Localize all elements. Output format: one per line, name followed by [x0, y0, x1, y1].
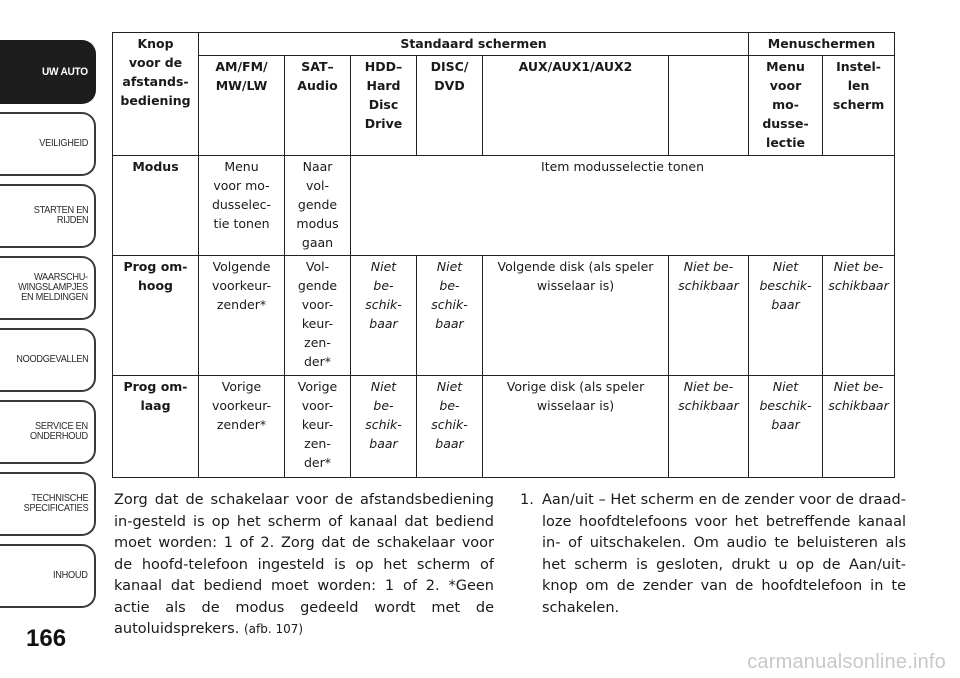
- tab-veiligheid[interactable]: [0, 112, 96, 176]
- tab-inhoud[interactable]: [0, 544, 96, 608]
- header-standaard-schermen: Standaard schermen: [199, 33, 749, 56]
- cell-hoog-hdd: Niet be- schik- baar: [351, 256, 417, 376]
- row-label-prog-omhoog: Prog om- hoog: [113, 256, 199, 376]
- cell-laag-disc: Niet be- schik- baar: [417, 376, 483, 478]
- tab-waarschuwingslampjes[interactable]: [0, 256, 96, 320]
- list-item-text: Aan/uit – Het scherm en de zender voor de draad-loze hoofdtelefoons voor het betreffende kanaal in- of uitschakelen. Om audio te beluisteren als het scherm is gesloten, drukt u op de Aan/uit-knop om de zender van de hoofdtelefoon in te schakelen.: [542, 492, 906, 616]
- header-menuschermen: Menuschermen: [749, 33, 895, 56]
- tab-label: VEILIGHEID: [39, 138, 88, 149]
- cell-laag-sat: Vorige voor- keur- zen- der*: [285, 376, 351, 478]
- cell-modus-am: Menu voor mo- dusselec- tie tonen: [199, 156, 285, 256]
- cell-hoog-instel: Niet be- schikbaar: [823, 256, 895, 376]
- row-label-prog-omlaag: Prog om- laag: [113, 376, 199, 478]
- col-aux: AUX/AUX1/AUX2: [483, 56, 669, 156]
- left-paragraph: [114, 490, 494, 641]
- col-blank: [669, 56, 749, 156]
- cell-hoog-disc: Niet be- schik- baar: [417, 256, 483, 376]
- tab-starten-en-rijden[interactable]: [0, 184, 96, 248]
- cell-laag-blank: Niet be- schikbaar: [669, 376, 749, 478]
- watermark: carmanualsonline.info: [747, 651, 946, 673]
- tab-service-en-onderhoud[interactable]: [0, 400, 96, 464]
- cell-hoog-sat: Vol- gende voor- keur- zen- der*: [285, 256, 351, 376]
- table-row-prog-omhoog: [113, 256, 895, 376]
- cell-laag-am: Vorige voorkeur- zender*: [199, 376, 285, 478]
- table-row-modus: [113, 156, 895, 256]
- list-item-number: 1.: [520, 492, 534, 508]
- list-item: [520, 490, 906, 619]
- chapter-sidebar: [0, 0, 100, 678]
- cell-hoog-blank: Niet be- schikbaar: [669, 256, 749, 376]
- cell-hoog-am: Volgende voorkeur- zender*: [199, 256, 285, 376]
- tab-label: WAARSCHU- WINGSLAMPJES EN MELDINGEN: [18, 272, 88, 303]
- tab-uw-auto[interactable]: [0, 40, 96, 104]
- tab-label: TECHNISCHE SPECIFICATIES: [23, 493, 88, 514]
- tab-label: UW AUTO: [42, 66, 88, 78]
- col-menu-modusselectie: Menu voor mo- dusse- lectie: [749, 56, 823, 156]
- row-label-modus: Modus: [113, 156, 199, 256]
- cell-laag-hdd: Niet be- schik- baar: [351, 376, 417, 478]
- cell-hoog-aux: Volgende disk (als speler wisselaar is): [483, 256, 669, 376]
- page-number: 166: [26, 625, 67, 652]
- col-sat-audio: SAT– Audio: [285, 56, 351, 156]
- tab-technische-specificaties[interactable]: [0, 472, 96, 536]
- tab-label: NOODGEVALLEN: [15, 354, 88, 365]
- cell-modus-sat: Naar vol- gende modus gaan: [285, 156, 351, 256]
- col-am-fm: AM/FM/ MW/LW: [199, 56, 285, 156]
- col-hdd: HDD– Hard Disc Drive: [351, 56, 417, 156]
- cell-laag-menu: Niet beschik- baar: [749, 376, 823, 478]
- table-subheader-row: [113, 56, 895, 156]
- cell-laag-aux: Vorige disk (als speler wisselaar is): [483, 376, 669, 478]
- remote-control-table: [112, 32, 895, 478]
- tab-label: SERVICE EN ONDERHOUD: [30, 421, 88, 442]
- col-instellen-scherm: Instel- len scherm: [823, 56, 895, 156]
- tab-label: STARTEN EN RIJDEN: [33, 205, 88, 226]
- cell-laag-instel: Niet be- schikbaar: [823, 376, 895, 478]
- table-header-row: [113, 33, 895, 56]
- tab-noodgevallen[interactable]: [0, 328, 96, 392]
- figure-reference: (afb. 107): [243, 622, 304, 636]
- cell-modus-rest: Item modusselectie tonen: [351, 156, 895, 256]
- header-knop: Knop voor de afstands- bediening: [113, 33, 199, 156]
- tab-label: INHOUD: [53, 570, 88, 581]
- col-disc-dvd: DISC/ DVD: [417, 56, 483, 156]
- cell-hoog-menu: Niet beschik- baar: [749, 256, 823, 376]
- table-row-prog-omlaag: [113, 376, 895, 478]
- right-list: [520, 490, 906, 619]
- left-paragraph-text: Zorg dat de schakelaar voor de afstandsbediening in-gesteld is op het scherm of kanaal dat bediend moet worden: 1 of 2. Zorg dat de schakelaar voor de hoofd-telefoon ingesteld is op het scherm of kanaal dat bediend moet worden: 1 of 2. *Geen actie als de modus gedeeld wordt met de autoluidsprekers.: [114, 492, 494, 637]
